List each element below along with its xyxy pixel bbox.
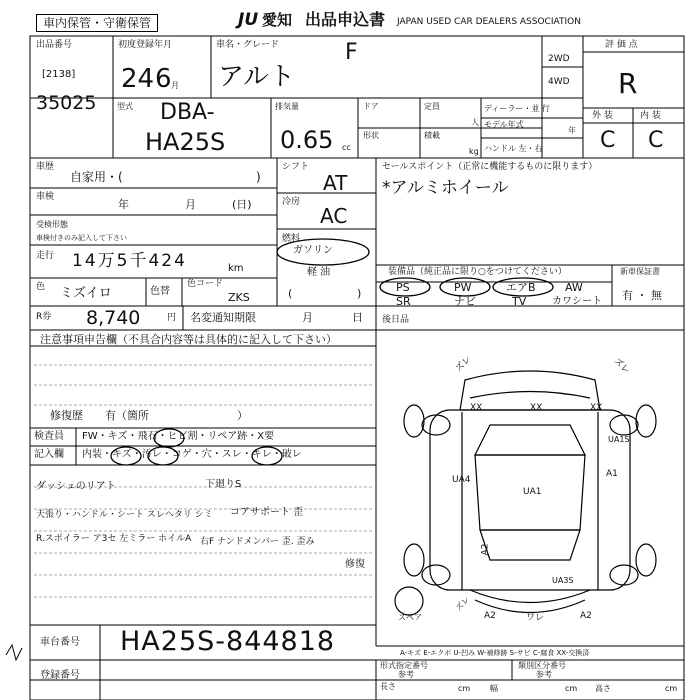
cooler-label: 冷房: [282, 197, 301, 207]
mark-a1: A1: [606, 469, 618, 479]
recycle-label: R券: [36, 312, 52, 322]
length-label: 長さ: [380, 682, 396, 691]
grade: F: [345, 40, 358, 65]
note-2: 天張り・ハンドル・シート スレヘタリ シミ: [36, 510, 213, 520]
equipment-label: 装備品（純正品に限り○をつけてください）: [388, 267, 567, 277]
first-reg-label: 初度登録年月: [118, 40, 173, 50]
note-3: R.スポイラー ア3セ 左ミラー ホイルA: [36, 534, 192, 544]
fuel-gasoline: ガソリン: [293, 245, 333, 256]
inspection-month: 月: [185, 198, 196, 211]
first-reg-month: 6: [155, 64, 172, 94]
chassis-value: HA25S-844818: [120, 626, 336, 657]
model-name: アルト: [218, 62, 295, 92]
length-unit: cm: [458, 684, 471, 693]
fuel-light-oil: 軽 油: [307, 267, 331, 278]
eq-aw: AW: [565, 281, 583, 294]
drive-4wd: 4WD: [548, 77, 570, 87]
inspector-label: 検査員: [34, 431, 64, 442]
interior-label: 内 装: [640, 111, 661, 121]
first-reg-month-unit: 月: [171, 81, 179, 90]
mark-xx-left: XX: [470, 403, 483, 413]
recycle-value: 8,740: [86, 307, 141, 329]
history-value: 自家用・(: [70, 170, 123, 184]
eq-tv: TV: [512, 295, 527, 308]
lot-no-label: 出品番号: [36, 40, 73, 50]
lot-no: 35025: [36, 92, 97, 114]
mark-zure-front-right: ズレ: [611, 356, 632, 377]
notes-title: 注意事項申告欄（不具合内容等は具体的に記入して下さい）: [40, 333, 337, 346]
accept-label: 受検形態: [36, 220, 68, 229]
rating-value: R: [618, 67, 638, 100]
exterior-grade: C: [600, 128, 616, 153]
lot-small: [2138]: [42, 69, 76, 80]
note-5: コアサポート 歪: [230, 507, 304, 518]
exterior-label: 外 装: [592, 111, 613, 121]
rating-label: 評 価 点: [605, 40, 638, 50]
load-label: 積載: [424, 131, 440, 140]
dealer-label: ディーラー・並 行: [484, 104, 550, 113]
mark-xx-center: XX: [530, 403, 543, 413]
first-reg-year: 24: [121, 64, 155, 94]
eq-ps: PS: [396, 281, 410, 294]
kg-unit: kg: [469, 147, 479, 156]
eq-pw: PW: [454, 281, 472, 294]
storage-label: 車内保管・守衛保管: [36, 14, 158, 32]
capacity-label: 定員: [424, 102, 440, 111]
mark-ware: ワレ: [526, 613, 545, 623]
inspection-day: (日): [232, 198, 252, 211]
cc-unit: cc: [342, 143, 351, 152]
mark-ua1: UA1: [523, 487, 542, 497]
note-6: 右F ナンドメンバー 歪. 歪み: [200, 537, 315, 547]
reg-no-label: 登録番号: [40, 670, 80, 681]
fuel-label: 燃料: [282, 234, 301, 244]
eq-navi: ナビ: [454, 295, 476, 308]
damage-legend: A-キズ E-エクボ U-凹み W-補修跡 S-サビ C-腐食 XX-交換済: [400, 649, 590, 657]
name-change-day: 日: [352, 311, 363, 324]
mark-a2-left: A2: [480, 543, 491, 556]
history-label: 車歴: [36, 162, 55, 172]
eq-kawa-seat: カワシート: [552, 296, 602, 307]
width-label: 幅: [490, 684, 498, 693]
cooler-value: AC: [320, 204, 348, 228]
fuel-open-paren: (: [288, 287, 293, 300]
note-7: 修復: [345, 559, 365, 570]
km-unit: km: [228, 263, 244, 274]
mileage-value: 14万5千424: [72, 251, 187, 271]
color-code-label: 色コード: [187, 279, 224, 289]
accept-note: 車検付きのみ記入して下さい: [36, 234, 127, 242]
category-label: 類別区分番号: [518, 661, 566, 670]
handle-label: ハンドル 左・右: [484, 144, 543, 153]
category-ref: 参考: [536, 670, 552, 679]
mark-a2-rear: A2: [484, 611, 496, 621]
history-close: ): [256, 170, 261, 184]
note-1: ダッシュのリアト: [36, 481, 116, 492]
mark-xx-right: XX: [590, 403, 603, 413]
type-line2: HA25S: [145, 128, 226, 156]
type-line1: DBA-: [160, 100, 215, 125]
person-unit: 人: [471, 118, 479, 127]
mark-a2-right: A2: [580, 611, 592, 621]
chassis-label: 車台番号: [40, 637, 80, 648]
check-exterior: FW・キズ・飛石・ヒビ割・リペア跡・X要: [82, 431, 275, 442]
fuel-close-paren: ): [357, 287, 362, 300]
spare-label: スペア: [398, 613, 422, 622]
model-year-label: モデル年式: [484, 120, 524, 129]
shift-value: AT: [323, 171, 348, 195]
color-label: 色: [36, 282, 46, 292]
guarantee-options: 有 ・ 無: [622, 289, 662, 302]
assoc-name: JAPAN USED CAR DEALERS ASSOCIATION: [397, 17, 581, 27]
shape-label: 形状: [363, 131, 379, 140]
check-interior: 内装・キズ・汚レ・コゲ・穴・スレ・キレ・破レ: [82, 449, 302, 460]
org-name: 愛知: [262, 11, 293, 29]
displacement: 0.65: [280, 126, 334, 154]
mark-ua3s: UA3S: [552, 576, 574, 585]
ju-logo: JU: [238, 10, 259, 30]
width-unit: cm: [565, 684, 578, 693]
door-label: ドア: [363, 102, 379, 111]
rear-item-label: 後日品: [382, 315, 410, 325]
mark-zure-rear: ズレ: [453, 594, 472, 613]
note-4: 下廻りS: [205, 479, 242, 490]
height-label: 高さ: [595, 684, 611, 693]
guarantee-label: 新車保証書: [620, 267, 660, 276]
sales-points-label: セールスポイント（正常に機能するものに限ります）: [382, 162, 598, 172]
entry-label: 記入欄: [34, 449, 64, 460]
name-change-month: 月: [302, 311, 313, 324]
drive-2wd: 2WD: [548, 54, 570, 64]
inspection-label: 車検: [36, 192, 55, 202]
year-unit: 年: [568, 126, 576, 135]
form-type-ref: 参考: [398, 670, 414, 679]
inspection-year: 年: [118, 198, 129, 211]
interior-grade: C: [648, 128, 664, 153]
displacement-label: 排気量: [275, 102, 299, 111]
model-name-label: 車名・グレード: [216, 40, 280, 50]
mileage-label: 走行: [36, 251, 55, 261]
color-value: ミズイロ: [60, 286, 112, 301]
form-title: 出品申込書: [305, 10, 386, 29]
color-code: ZKS: [228, 291, 250, 304]
sales-point-1: *アルミホイール: [382, 178, 509, 198]
height-unit: cm: [665, 684, 678, 693]
name-change-label: 名変通知期限: [190, 311, 256, 324]
eq-sr: SR: [396, 295, 411, 308]
eq-airbag: エアB: [506, 281, 536, 294]
yen-unit: 円: [167, 313, 177, 323]
repair-history: 修復歴 有（箇所 ）: [50, 409, 248, 422]
color-change-label: 色替: [150, 286, 170, 297]
type-label: 型式: [117, 102, 133, 111]
shift-label: シフト: [282, 162, 310, 172]
mark-ua1s: UA1S: [608, 435, 630, 444]
mark-zure-front-left: ズレ: [453, 354, 474, 375]
mark-ua4: UA4: [452, 475, 471, 485]
form-type-label: 形式指定番号: [380, 661, 428, 670]
